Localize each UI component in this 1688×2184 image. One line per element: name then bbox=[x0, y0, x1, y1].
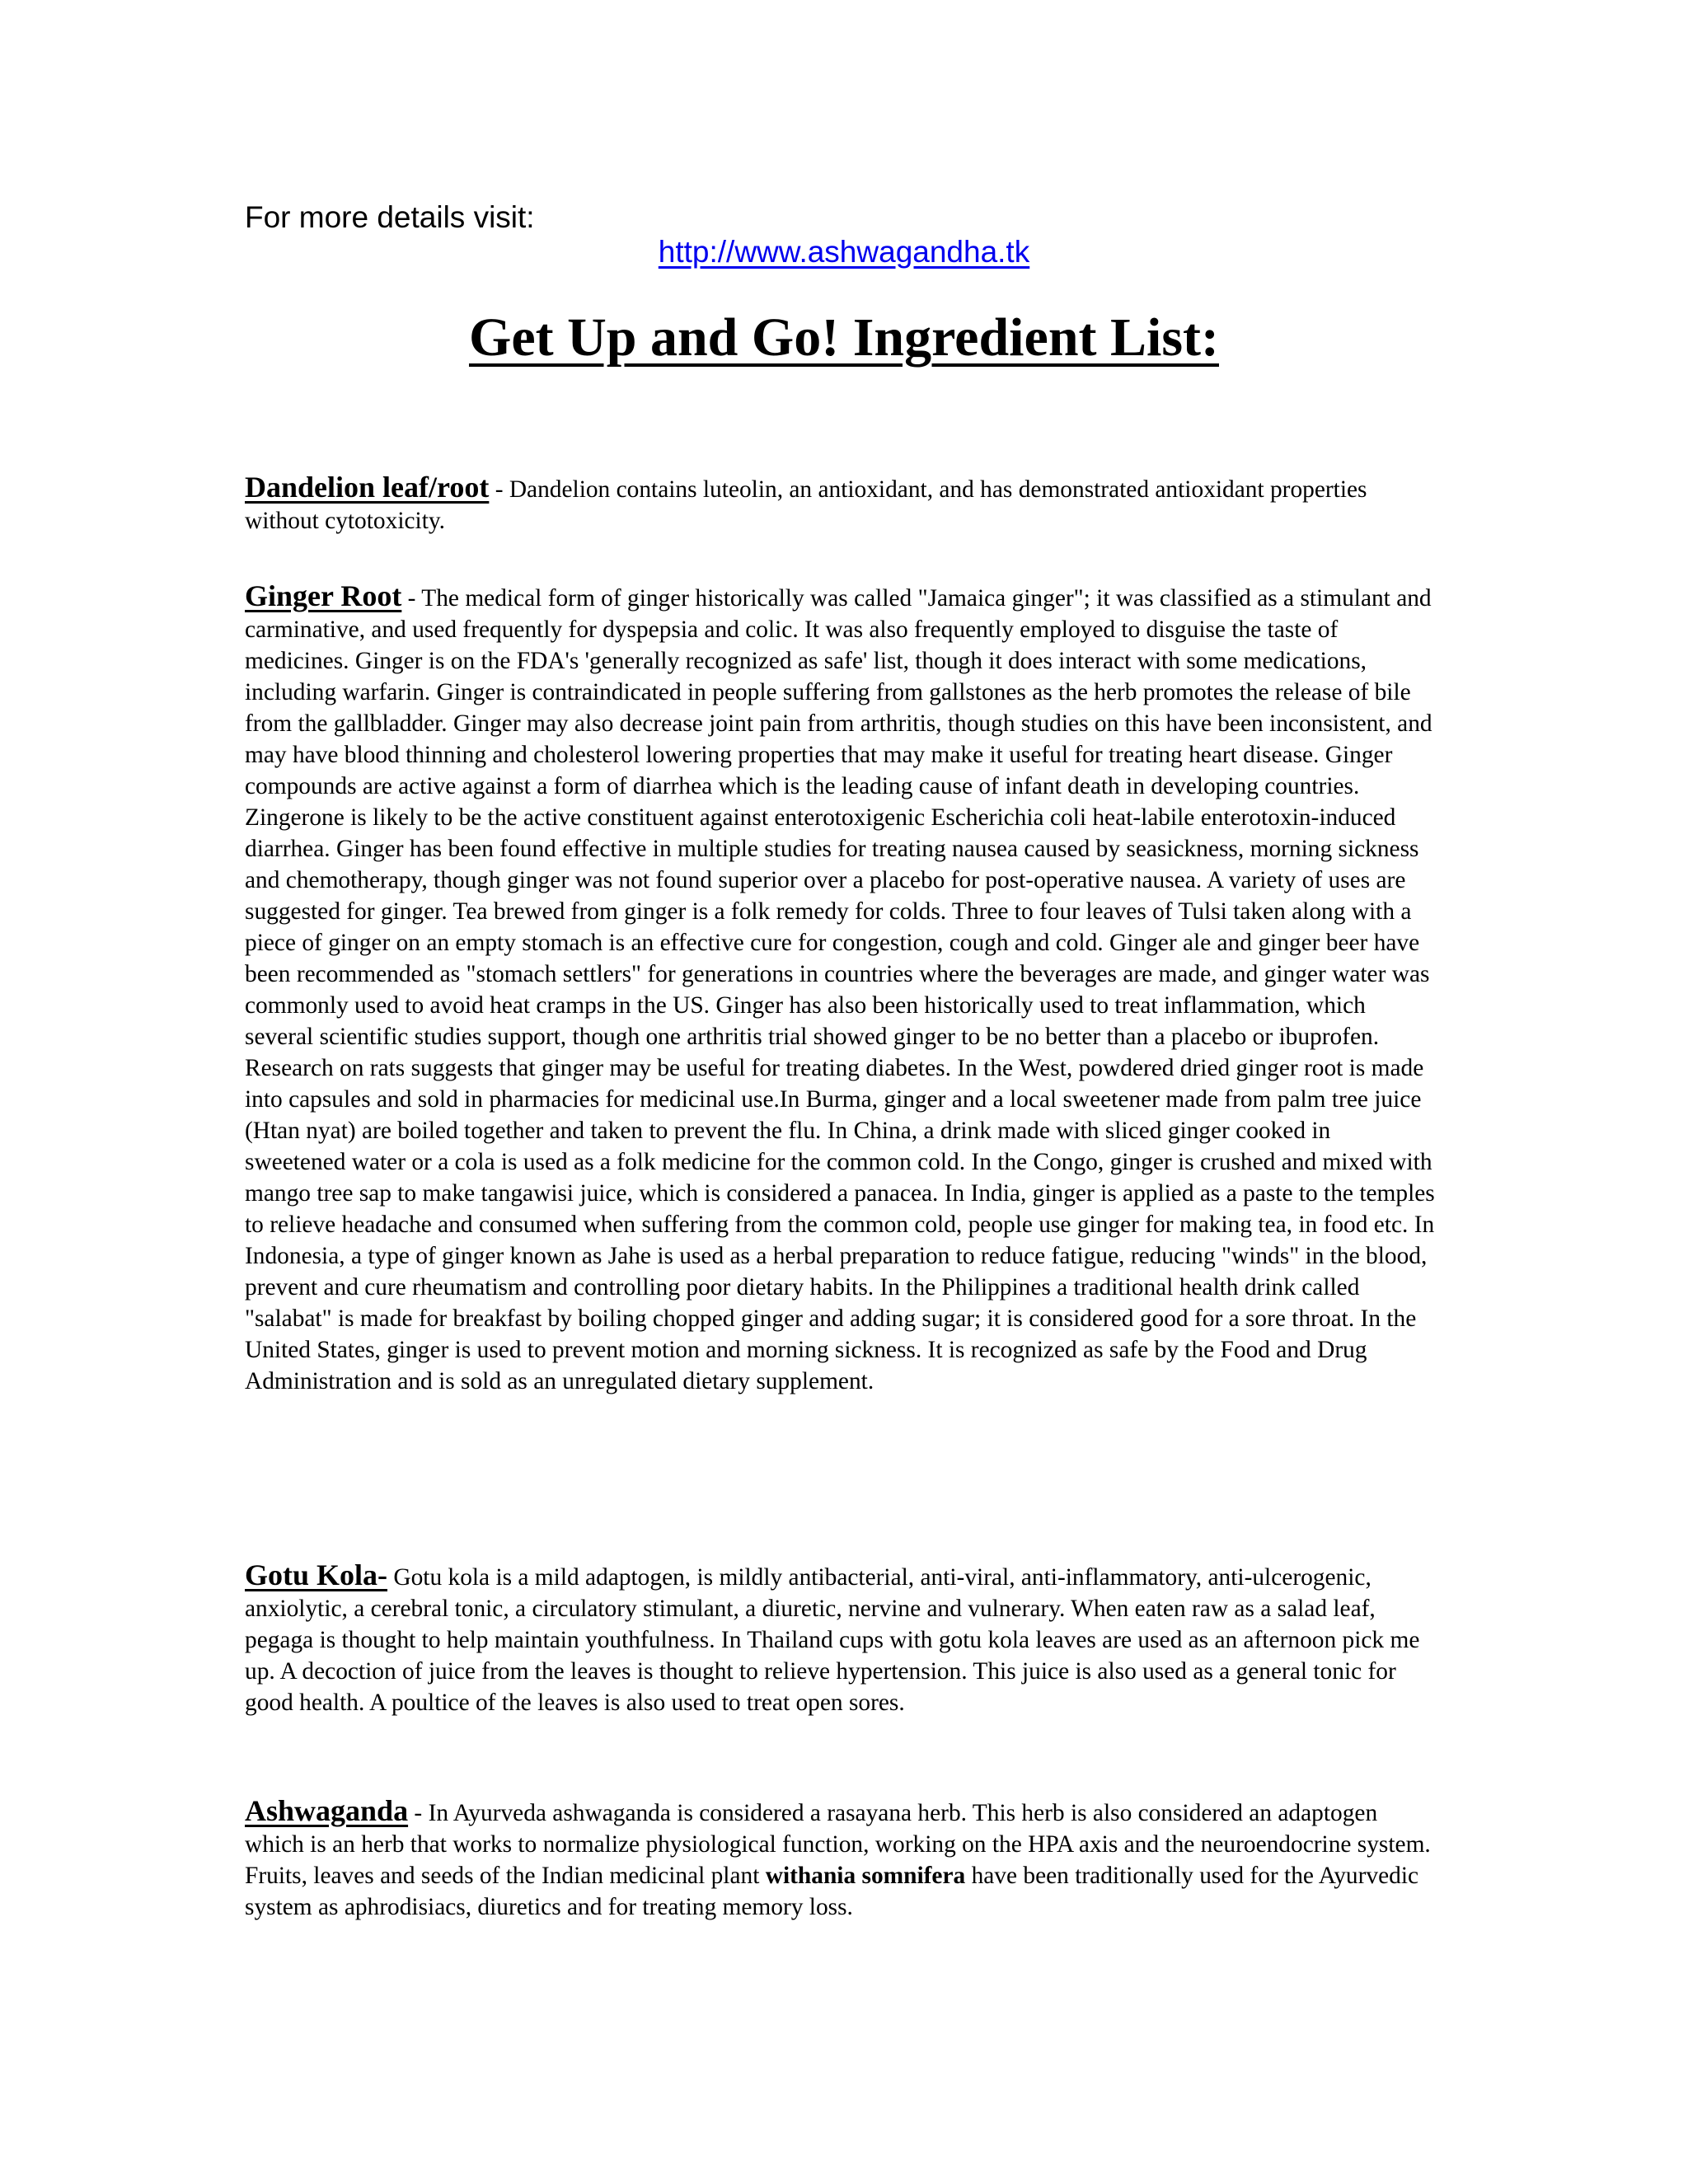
page-title-text: Get Up and Go! Ingredient List: bbox=[468, 307, 1219, 368]
visit-text: For more details visit: bbox=[245, 200, 535, 234]
website-link-line bbox=[0, 234, 1688, 270]
ingredient-description-end: have been traditionally used for the Ayurvedic system as aphrodisiacs, diuretics and for treating memory loss. bbox=[245, 1863, 1419, 1920]
ingredient-gotu-kola bbox=[245, 1559, 1435, 1718]
ingredient-ginger bbox=[245, 580, 1435, 1397]
ingredient-description-start: In Ayurveda ashwaganda is considered a rasayana herb. This herb is also considered an adaptogen which is an herb that works to normalize physiological function, working on the HPA axis and the neuroendocrine system. Fruits, leaves and seeds of the Indian medicinal plant bbox=[245, 1800, 1431, 1889]
ingredient-dandelion bbox=[245, 471, 1435, 537]
ingredient-separator: - bbox=[408, 1800, 429, 1826]
ingredient-name: Dandelion leaf/root bbox=[245, 471, 490, 504]
ingredient-name: Ginger Root bbox=[245, 579, 402, 612]
botanical-name: withania somnifera bbox=[765, 1863, 966, 1889]
ingredient-description: The medical form of ginger historically was called "Jamaica ginger"; it was classified as a stimulant and carminative, and used frequently for dyspepsia and colic. It was also frequently employed to disguise the taste of medicines. Ginger is on the FDA's 'generally recognized as safe' list, though it does interact with some medications, including warfarin. Ginger is contraindicated in people suffering from gallstones as the herb promotes the release of bile from the gallbladder. Ginger may also decrease joint pain from arthritis, though studies on this have been inconsistent, and may have blood thinning and cholesterol lowering properties that may make it useful for treating heart disease. Ginger compounds are active against a form of diarrhea which is the leading cause of infant death in developing countries. Zingerone is likely to be the active constituent against enterotoxigenic Escherichia coli heat-labile enterotoxin-induced diarrhea. Ginger has been found effective in multiple studies for treating nausea caused by seasickness, morning sickness and chemotherapy, though ginger was not found superior over a placebo for post-operative nausea. A variety of uses are suggested for ginger. Tea brewed from ginger is a folk remedy for colds. Three to four leaves of Tulsi taken along with a piece of ginger on an empty stomach is an effective cure for congestion, cough and cold. Ginger ale and ginger beer have been recommended as "stomach settlers" for generations in countries where the beverages are made, and ginger water was commonly used to avoid heat cramps in the US. Ginger has also been historically used to treat inflammation, which several scientific studies support, though one arthritis trial showed ginger to be no better than a placebo or ibuprofen. Research on rats suggests that ginger may be useful for treating diabetes. In the West, powdered dried ginger root is made into capsules and sold in pharmacies for medicinal use.In Burma, ginger and a local sweetener made from palm tree juice (Htan nyat) are boiled together and taken to prevent the flu. In China, a drink made with sliced ginger cooked in sweetened water or a cola is used as a folk medicine for the common cold. In the Congo, ginger is crushed and mixed with mango tree sap to make tangawisi juice, which is considered a panacea. In India, ginger is applied as a paste to the temples to relieve headache and consumed when suffering from the common cold, people use ginger for making tea, in food etc. In Indonesia, a type of ginger known as Jahe is used as a herbal preparation to reduce fatigue, reducing "winds" in the blood, prevent and cure rheumatism and controlling poor dietary habits. In the Philippines a traditional health drink called "salabat" is made for breakfast by boiling chopped ginger and adding sugar; it is considered good for a sore throat. In the United States, ginger is used to prevent motion and morning sickness. It is recognized as safe by the Food and Drug Administration and is sold as an unregulated dietary supplement. bbox=[245, 585, 1435, 1394]
ingredient-name: Ashwaganda bbox=[245, 1794, 409, 1827]
ingredient-description: Dandelion contains luteolin, an antioxidant, and has demonstrated antioxidant properties without cytotoxicity. bbox=[245, 476, 1367, 534]
website-link[interactable]: http://www.ashwagandha.tk bbox=[658, 235, 1030, 269]
page-title bbox=[0, 305, 1688, 371]
ingredient-separator: - bbox=[401, 585, 422, 612]
ingredient-description: Gotu kola is a mild adaptogen, is mildly antibacterial, anti-viral, anti-inflammatory, anti-ulcerogenic, anxiolytic, a cerebral tonic, a circulatory stimulant, a diuretic, nervine and vulnerary. When eaten raw as a salad leaf, pegaga is thought to help maintain youthfulness. In Thailand cups with gotu kola leaves are used as an afternoon pick me up. A decoction of juice from the leaves is thought to relieve hypertension. This juice is also used as a general tonic for good health. A poultice of the leaves is also used to treat open sores. bbox=[245, 1564, 1420, 1716]
ingredient-ashwaganda bbox=[245, 1795, 1435, 1923]
ingredient-name: Gotu Kola- bbox=[245, 1558, 388, 1591]
ingredient-separator: - bbox=[489, 476, 509, 503]
